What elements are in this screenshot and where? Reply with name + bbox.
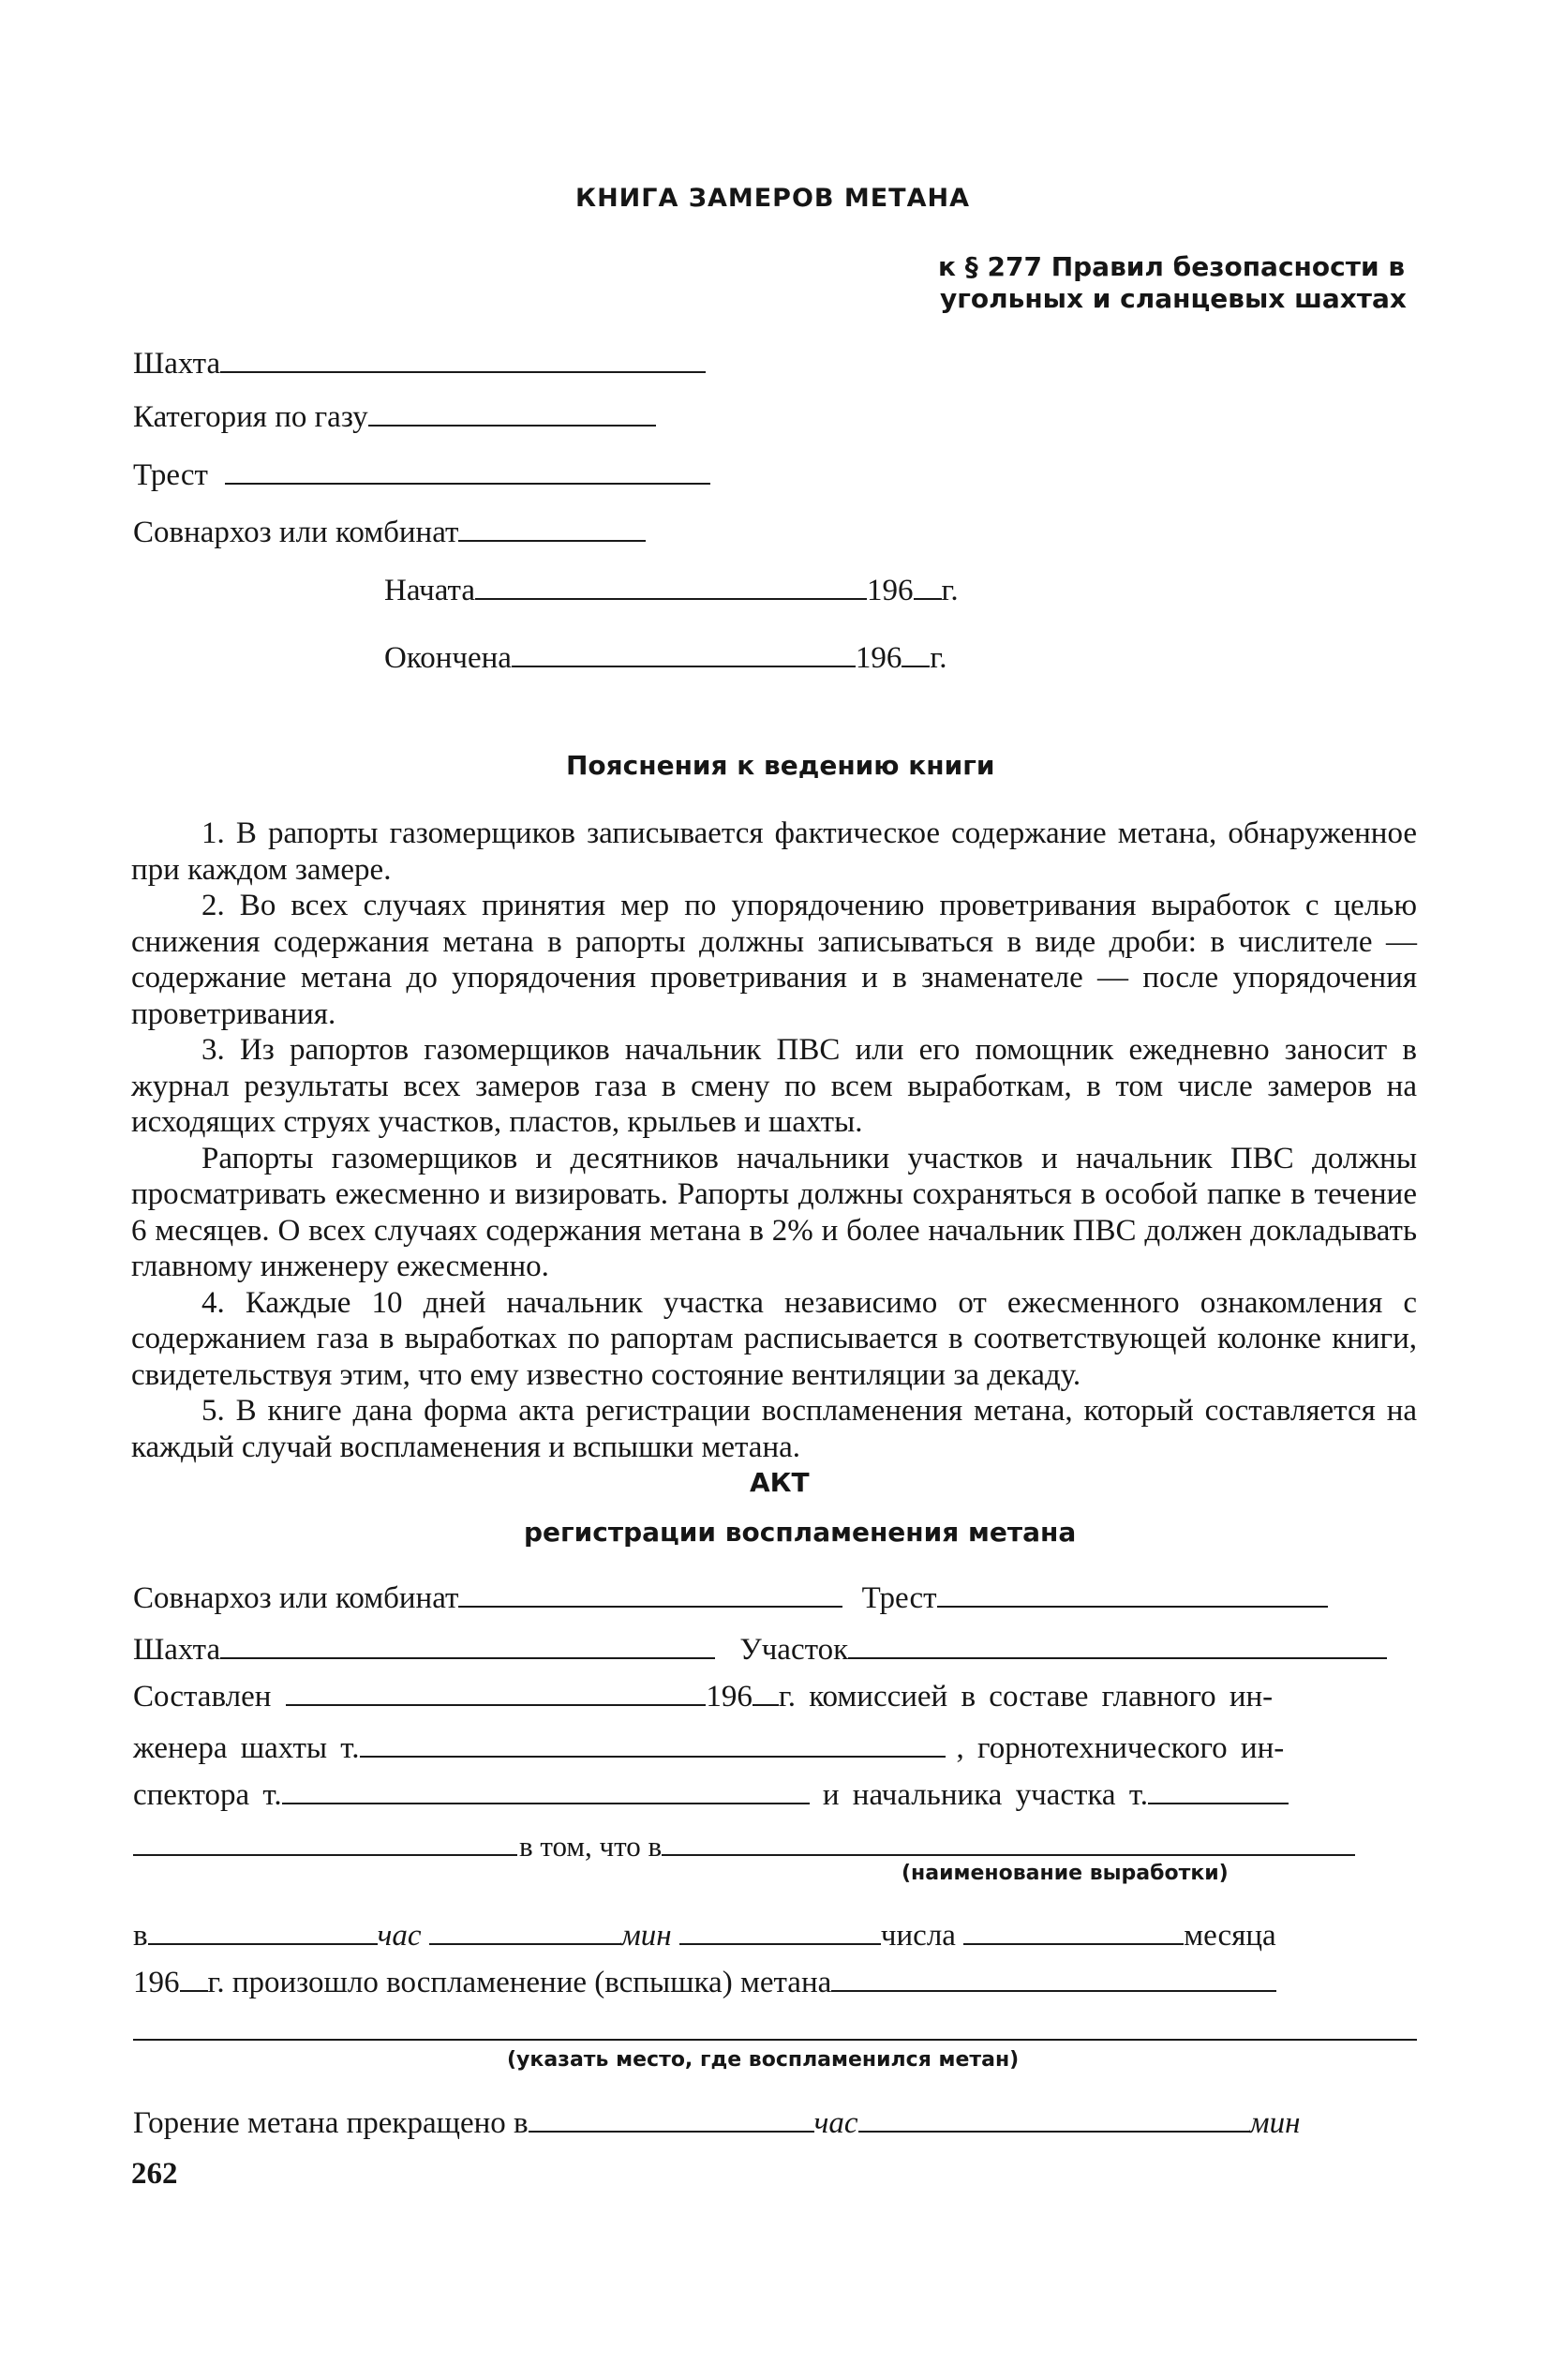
instruction-item: 3. Из рапортов газомерщиков начальник ПВС или его помощник ежедневно заносит в журнал результаты всех замеров газа в смену по всем выработкам, в том числе замеров на исходящих струях участков, пластов, крыльев и шахты.: [131, 1033, 1417, 1139]
act-minute-input-line[interactable]: [429, 1917, 621, 1945]
finished-year-prefix: 196: [855, 641, 902, 675]
act-at-input-line[interactable]: [148, 1917, 378, 1945]
finished-year-input-line[interactable]: [902, 639, 930, 667]
act-section-label: Участок: [739, 1633, 849, 1667]
act-burning-label: Горение метана прекращено в: [133, 2106, 529, 2140]
act-subtitle: регистрации воспламенения метана: [524, 1517, 1077, 1548]
act-day-label: числа: [880, 1919, 956, 1953]
act-burning-hour-label: час: [813, 2106, 858, 2140]
finished-label: Окончена: [384, 641, 512, 675]
page-number: 262: [131, 2157, 178, 2191]
act-burning-row: [133, 2104, 1300, 2141]
act-ignition-year-input-line[interactable]: [180, 1964, 208, 1992]
act-inspector-tail: , горнотехнического ин-: [956, 1731, 1285, 1765]
act-section-chief-input-line[interactable]: [1148, 1776, 1289, 1804]
act-burning-minute-label: мин: [1249, 2106, 1301, 2140]
sovnarkhoz-field: [133, 514, 646, 550]
act-ignition-year-prefix: 196: [133, 1966, 180, 1999]
sovnarkhoz-label: Совнархоз или комбинат: [133, 516, 459, 549]
started-year-prefix: 196: [867, 574, 914, 607]
act-inspector-label: спектора т.: [133, 1778, 282, 1812]
act-inspector-input-line[interactable]: [282, 1776, 810, 1804]
trust-input-line[interactable]: [225, 457, 710, 485]
instructions-title: Пояснения к ведению книги: [566, 750, 995, 781]
gas-category-label: Категория по газу: [133, 400, 368, 434]
started-label: Начата: [384, 574, 476, 607]
started-year-input-line[interactable]: [914, 572, 942, 600]
rules-reference-line2: угольных и сланцевых шахтах: [940, 283, 1407, 314]
instruction-item: Рапорты газомерщиков и десятников начальники участков и начальник ПВС должны просматривать ежесменно и визировать. Рапорты должны сохраняться в особой папке в течение 6 месяцев. О всех случаях содержания метана в 2% и более начальник ПВС должен докладывать главному инженеру ежесменно.: [131, 1141, 1417, 1283]
act-inspector-row: [133, 1776, 1289, 1813]
trust-field: [133, 457, 710, 493]
act-composed-tail: г. комиссией в составе главного ин-: [778, 1680, 1274, 1714]
mine-input-line[interactable]: [220, 345, 706, 373]
started-field: [384, 572, 959, 608]
act-place-input-line[interactable]: [133, 2039, 1417, 2041]
act-composed-year-input-line[interactable]: [753, 1678, 779, 1706]
trust-label: Трест: [133, 458, 208, 492]
gas-category-field: [133, 398, 656, 435]
act-who-input-line[interactable]: [133, 1828, 517, 1856]
act-day-input-line[interactable]: [679, 1917, 881, 1945]
finished-year-suffix: г.: [930, 641, 947, 675]
mine-field: [133, 345, 706, 382]
act-at-label: в: [133, 1919, 148, 1953]
act-working-caption: (наименование выработки): [902, 1862, 1229, 1885]
act-section-chief-label: и начальника участка т.: [822, 1778, 1149, 1812]
act-trust-label: Трест: [861, 1581, 937, 1615]
act-hour-label: час: [377, 1919, 422, 1953]
gas-category-input-line[interactable]: [368, 398, 656, 427]
act-ignition-row: [133, 1964, 1276, 2000]
act-sovnarkhoz-row: [133, 1579, 1328, 1616]
act-title: АКТ: [750, 1467, 810, 1498]
act-sovnarkhoz-input-line[interactable]: [458, 1579, 842, 1608]
instruction-item: 2. Во всех случаях принятия мер по упорядочению проветривания выработок с целью снижения содержания метана в рапорты должны записываться в виде дроби: в числителе — содержание метана до упорядочения проветривания и в знаменателе — после упорядочения проветривания.: [131, 889, 1417, 1031]
act-working-input-line[interactable]: [662, 1828, 1355, 1856]
finished-field: [384, 639, 946, 676]
started-input-line[interactable]: [475, 572, 867, 600]
act-burning-hour-input-line[interactable]: [529, 2104, 814, 2133]
act-month-label: месяца: [1184, 1919, 1276, 1953]
act-composed-label: Составлен: [133, 1680, 272, 1714]
act-mine-label: Шахта: [133, 1633, 221, 1667]
instruction-item: 1. В рапорты газомерщиков записывается фактическое содержание метана, обнаруженное при каждом замере.: [131, 816, 1417, 887]
act-mine-input-line[interactable]: [220, 1631, 715, 1659]
act-month-input-line[interactable]: [963, 1917, 1184, 1945]
act-mine-row: [133, 1631, 1387, 1668]
act-section-input-line[interactable]: [848, 1631, 1387, 1659]
act-ignition-tail: г. произошло воспламенение (вспышка) метана: [207, 1966, 832, 1999]
act-composed-input-line[interactable]: [286, 1678, 706, 1706]
act-burning-minute-input-line[interactable]: [858, 2104, 1250, 2133]
act-time-row: [133, 1917, 1276, 1953]
act-working-row: [133, 1828, 1355, 1864]
act-engineer-input-line[interactable]: [360, 1729, 946, 1758]
act-composed-year-prefix: 196: [706, 1680, 753, 1714]
page-title: КНИГА ЗАМЕРОВ МЕТАНА: [575, 184, 970, 213]
act-place-caption: (указать место, где воспламенился метан): [507, 2048, 1020, 2072]
act-trust-input-line[interactable]: [937, 1579, 1328, 1608]
instruction-item: 5. В книге дана форма акта регистрации воспламенения метана, который составляется на каждый случай воспламенения и вспышки метана.: [131, 1394, 1417, 1464]
act-ignition-input-line[interactable]: [831, 1964, 1276, 1992]
act-engineer-label: женера шахты т.: [133, 1731, 360, 1765]
instructions-body: [131, 816, 1417, 1465]
finished-input-line[interactable]: [512, 639, 856, 667]
sovnarkhoz-input-line[interactable]: [458, 514, 646, 542]
act-engineer-row: [133, 1729, 1284, 1766]
rules-reference-line1: к § 277 Правил безопасности в: [938, 251, 1406, 282]
act-minute-label: мин: [620, 1919, 672, 1953]
act-sovnarkhoz-label: Совнархоз или комбинат: [133, 1581, 459, 1615]
mine-label: Шахта: [133, 347, 221, 381]
started-year-suffix: г.: [941, 574, 959, 607]
instruction-item: 4. Каждые 10 дней начальник участка независимо от ежесменного ознакомления с содержанием газа в выработках по рапортам расписывается в соответствующей колонке книги, свидетельствуя этим, что ему известно состояние вентиляции за декаду.: [131, 1285, 1417, 1392]
act-composed-row: [133, 1678, 1273, 1714]
act-in-that-label: в том, что в: [519, 1830, 663, 1863]
